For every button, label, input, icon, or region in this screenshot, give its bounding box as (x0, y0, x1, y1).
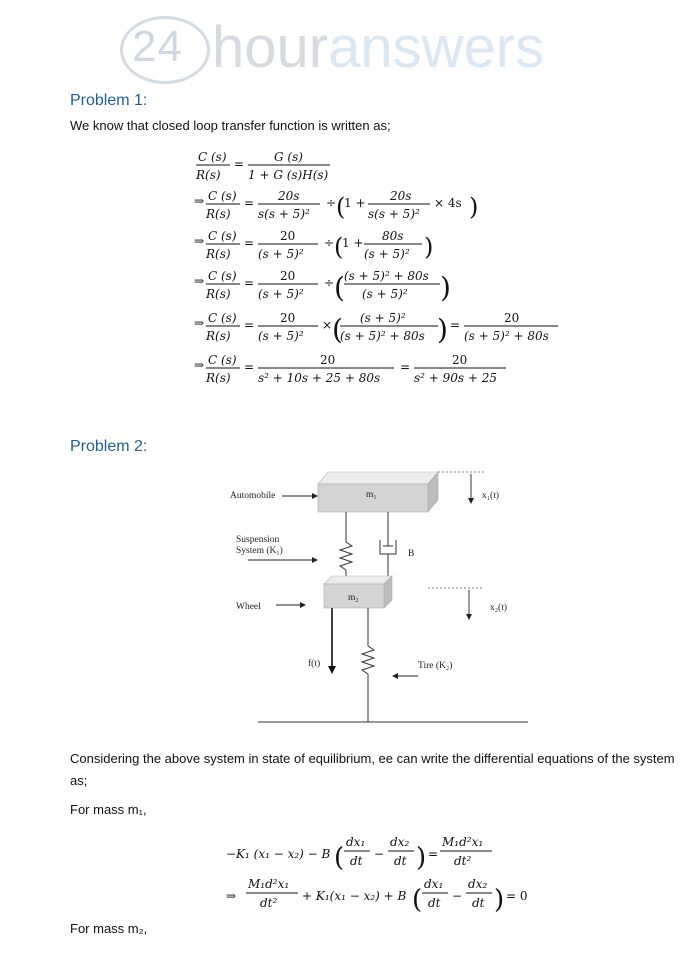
svg-text:20s: 20s (278, 189, 300, 203)
problem2-heading: Problem 2: (70, 438, 148, 455)
svg-text:=: = (244, 196, 255, 210)
svg-text:(s + 5)²: (s + 5)² (258, 329, 304, 343)
svg-text:=: = (234, 157, 245, 171)
svg-text:C (s): C (s) (208, 229, 237, 243)
mass-m2-label: m₂ (348, 593, 359, 603)
svg-text:R(s): R(s) (196, 168, 221, 182)
mass1-label: For mass m₁, (70, 802, 147, 817)
svg-text:+ K₁(x₁ − x₂) + B: + K₁(x₁ − x₂) + B (302, 889, 407, 903)
svg-text:): ) (416, 843, 427, 873)
svg-text:dt: dt (472, 896, 485, 910)
svg-text:−K₁ (x₁ − x₂) − B: −K₁ (x₁ − x₂) − B (226, 847, 331, 861)
svg-text:(: ( (412, 885, 423, 915)
svg-text:(s + 5)² + 80s: (s + 5)² + 80s (464, 329, 549, 343)
mass-m1-block-top (318, 472, 438, 484)
svg-text:R(s): R(s) (206, 287, 231, 301)
svg-text:=: = (244, 276, 255, 290)
svg-text:(s + 5)²: (s + 5)² (364, 247, 410, 261)
svg-text:): ) (469, 193, 479, 221)
svg-text:20: 20 (280, 311, 296, 325)
svg-text:(: ( (334, 271, 345, 304)
damper-b-label: B (408, 549, 415, 559)
svg-text:⇒: ⇒ (226, 889, 237, 903)
svg-text:(s + 5)²: (s + 5)² (258, 287, 304, 301)
svg-text:dx₁: dx₁ (424, 877, 444, 891)
svg-text:× 4s: × 4s (434, 196, 462, 210)
svg-text:(: ( (334, 233, 344, 261)
svg-text:(s + 5)²: (s + 5)² (362, 287, 408, 301)
svg-text:(s + 5)² + 80s: (s + 5)² + 80s (340, 329, 425, 343)
svg-text:R(s): R(s) (206, 247, 231, 261)
svg-text:C (s): C (s) (208, 311, 237, 325)
svg-text:÷: ÷ (326, 196, 337, 210)
svg-text:1 +: 1 + (344, 196, 366, 210)
svg-text:1 +: 1 + (342, 236, 364, 250)
watermark-logo (120, 10, 600, 84)
logo-word: houranswers (212, 15, 545, 80)
svg-text:M₁d²x₁: M₁d²x₁ (248, 877, 290, 891)
suspension-label-line2: System (K₁) (236, 546, 283, 556)
svg-text:(s + 5)²: (s + 5)² (360, 311, 406, 325)
svg-text:s² + 90s + 25: s² + 90s + 25 (414, 371, 498, 385)
x2-label: x₂(t) (490, 603, 508, 613)
svg-text:): ) (424, 233, 434, 261)
svg-text:s(s + 5)²: s(s + 5)² (258, 207, 310, 221)
svg-text:C (s): C (s) (208, 189, 237, 203)
svg-text:⇒: ⇒ (194, 358, 205, 372)
svg-text:dt²: dt² (454, 854, 472, 868)
svg-text:÷: ÷ (324, 236, 335, 250)
spring-k2-tire (362, 608, 374, 722)
svg-text:⇒: ⇒ (194, 234, 205, 248)
logo-number: 24 (132, 22, 183, 71)
svg-text:C (s): C (s) (208, 269, 237, 283)
svg-text:dx₁: dx₁ (346, 835, 366, 849)
force-label: f(t) (308, 659, 321, 669)
svg-text:R(s): R(s) (206, 329, 231, 343)
svg-text:dt²: dt² (260, 896, 278, 910)
svg-text:1 + G (s)H(s): 1 + G (s)H(s) (248, 168, 329, 182)
suspension-diagram (220, 460, 540, 730)
mass2-label: For mass m₂, (70, 921, 148, 936)
svg-text:=: = (244, 318, 255, 332)
svg-text:C (s): C (s) (208, 353, 237, 367)
svg-text:20: 20 (504, 311, 520, 325)
svg-text:s(s + 5)²: s(s + 5)² (368, 207, 420, 221)
tire-label: Tire (K₂) (418, 661, 453, 671)
svg-text:20: 20 (280, 229, 296, 243)
svg-text:−: − (374, 847, 385, 861)
svg-text:=: = (244, 236, 255, 250)
svg-text:20s: 20s (390, 189, 412, 203)
svg-text:(: ( (336, 193, 346, 221)
svg-text:⇒: ⇒ (194, 274, 205, 288)
svg-text:dx₂: dx₂ (390, 835, 410, 849)
wheel-label: Wheel (236, 602, 261, 612)
svg-text:−: − (452, 889, 463, 903)
svg-text:): ) (437, 313, 448, 346)
svg-text:80s: 80s (382, 229, 404, 243)
svg-text:G (s): G (s) (274, 150, 303, 164)
svg-text:÷: ÷ (324, 276, 335, 290)
svg-text:=: = (244, 360, 255, 374)
suspension-label-line1: Suspension (236, 535, 280, 545)
svg-text:(s + 5)²: (s + 5)² (258, 247, 304, 261)
svg-text:): ) (494, 885, 505, 915)
svg-text:(: ( (332, 313, 343, 346)
svg-text:(: ( (334, 843, 345, 873)
mass1-equations (222, 828, 552, 916)
svg-text:s² + 10s + 25 + 80s: s² + 10s + 25 + 80s (258, 371, 381, 385)
svg-text:⇒: ⇒ (194, 194, 205, 208)
svg-text:): ) (440, 271, 451, 304)
svg-text:dt: dt (394, 854, 407, 868)
svg-text:C (s): C (s) (198, 150, 227, 164)
damper-b (380, 512, 396, 578)
svg-text:dt: dt (428, 896, 441, 910)
svg-text:R(s): R(s) (206, 207, 231, 221)
svg-text:=: = (450, 318, 461, 332)
automobile-label: Automobile (230, 491, 276, 501)
x1-label: x₁(t) (482, 491, 500, 501)
svg-text:20: 20 (320, 353, 336, 367)
problem1-intro: We know that closed loop transfer function is written as; (70, 118, 391, 133)
spring-k1 (340, 512, 352, 578)
mass-m1-label: m₁ (366, 490, 377, 500)
problem1-heading: Problem 1: (70, 92, 148, 109)
mass-m2-block-top (324, 576, 392, 584)
svg-text:=: = (428, 847, 439, 861)
svg-text:M₁d²x₁: M₁d²x₁ (442, 835, 484, 849)
svg-text:= 0: = 0 (506, 889, 528, 903)
svg-text:(s + 5)² + 80s: (s + 5)² + 80s (344, 269, 429, 283)
svg-text:=: = (400, 360, 411, 374)
problem2-paragraph: Considering the above system in state of equilibrium, ee can write the differential equations of the system as; (70, 751, 675, 788)
svg-text:R(s): R(s) (206, 371, 231, 385)
svg-text:dx₂: dx₂ (468, 877, 488, 891)
svg-text:dt: dt (350, 854, 363, 868)
problem1-equations (190, 145, 570, 400)
svg-text:×: × (322, 318, 333, 332)
svg-text:20: 20 (452, 353, 468, 367)
svg-text:⇒: ⇒ (194, 316, 205, 330)
svg-text:20: 20 (280, 269, 296, 283)
